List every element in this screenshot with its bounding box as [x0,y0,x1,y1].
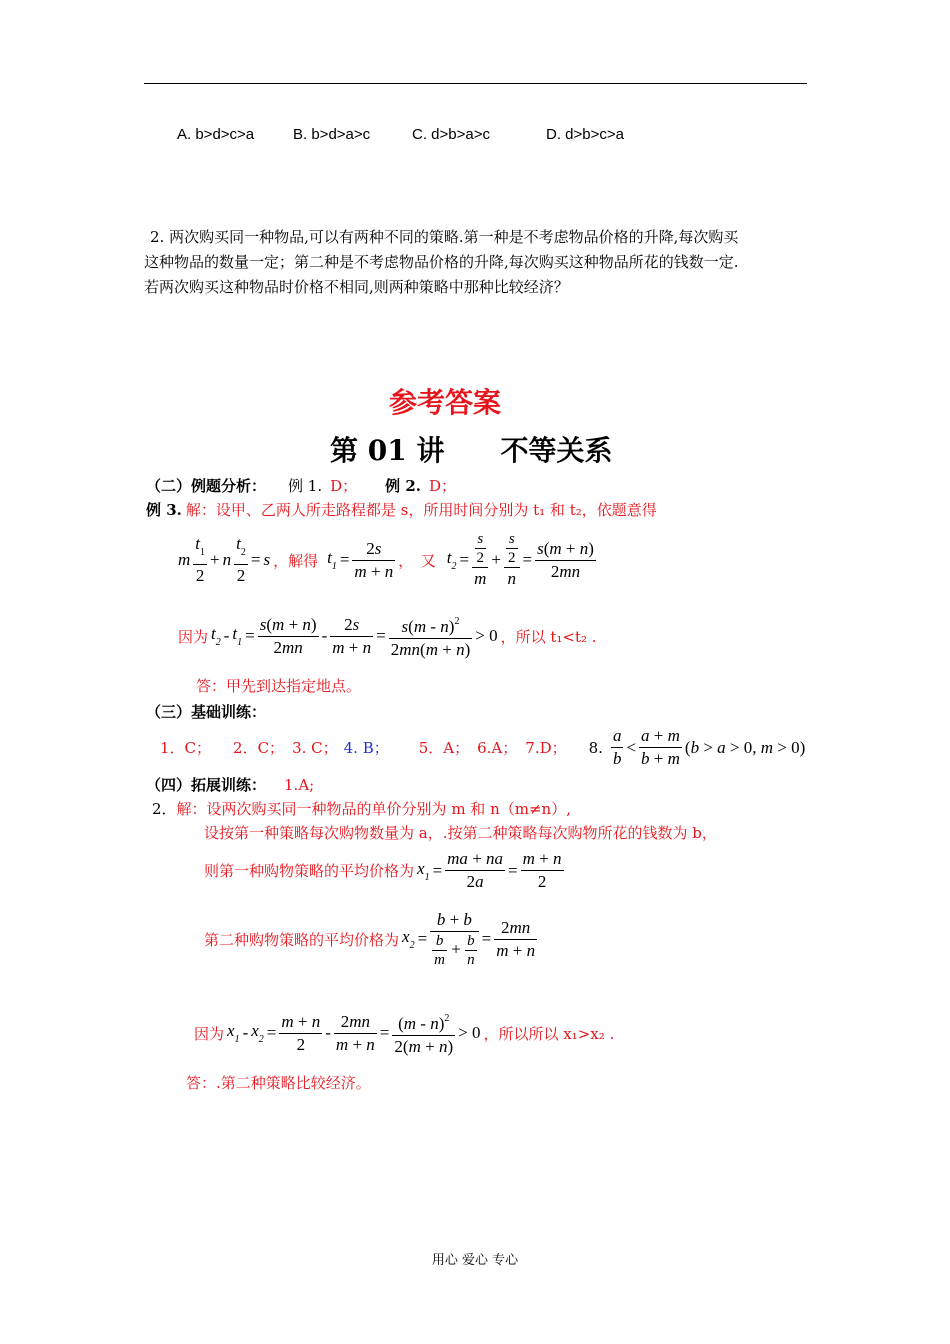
section-3-row [160,725,805,770]
top-rule [144,83,807,84]
option-b: B. b>d>a>c [293,126,371,143]
ex1-answer: D； [330,477,358,495]
basic-7: 7.D； [525,739,567,757]
option-c: C. d>b>a>c [412,126,490,143]
basic-2: 2．C； [233,739,285,757]
option-a: A. b>d>c>a [177,126,255,143]
q2-line2: 这种物品的数量一定；第二种是不考虑物品价格的升降,每次购买这种物品所花的钱数一定. [144,253,739,271]
again-word: ， 又 [398,551,436,570]
basic-5: 5．A； [418,739,470,757]
ex3-formula-1: m $\frac{t_1}{2}$ + n $\frac{t_2}{2}$ = s ，解得 $t_1$ = $\frac{2s}{m + n}$ ， 又 $t_2$ = $\frac{\frac{s}{2}}{m}$ + $\frac{\frac{s}{2}}{n}$ = $\frac{s(m + n)}{2mn}$ [178,531,594,588]
so-2: ，所以所以 x₁>x₂ . [483,1024,615,1043]
basic-4: 4. B； [343,739,389,757]
ex1-label: 例 1. [288,477,323,495]
ex3-text: 解：设甲、乙两人所走路程都是 s，所用时间分别为 t₁ 和 t₂，依题意得 [185,501,657,519]
basic-8-formula: $\frac{a}{b}$ < $\frac{a + m}{b + m}$ (b > a > 0, m > 0) [612,726,806,768]
section-3-label: （三）基础训练： [146,703,267,721]
ex2-label: 例 2. [385,477,422,495]
q2-line1: 2. 两次购买同一种物品,可以有两种不同的策略.第一种是不考虑物品价格的升降,每次购买 [150,228,739,246]
ex2-answer: D； [429,477,457,495]
ext-1: 1.A; [284,775,315,794]
ext-diff-formula: 因为 $x_1$ - $x_2$ = $\frac{m + n}{2}$ - $\frac{2mn}{m + n}$ = $\frac{(m - n)^2}{2(m + n)}$ > 0 ，所以所以 x₁>x₂ . [194,1008,614,1058]
avg1-formula: 则第一种购物策略的平均价格为 $x_1$ = $\frac{ma + na}{2a}$ = $\frac{m + n}{2}$ [204,849,562,891]
ext-2-row [152,798,571,819]
ex3-row [146,499,657,520]
because-2: 因为 [194,1024,225,1043]
so-1: ，所以 t₁<t₂ . [500,627,597,646]
section-4-label: （四）拓展训练： [146,776,267,794]
basic-1: 1．C； [160,739,212,757]
ex3-label: 例 3. [146,501,182,519]
section-2-label: （二）例题分析： [146,477,267,495]
avg2-formula: 第二种购物策略的平均价格为 $x_2$ = b + b $\frac{b}{m}$ + $\frac{b}{n}$ = $\frac{2mn}{m + n}$ [204,910,536,968]
q2-line3: 若两次购买这种物品时价格不相同,则两种策略中那种比较经济？ [144,278,569,296]
basic-8-label: 8. [588,738,603,757]
avg2-text: 第二种购物策略的平均价格为 [204,930,400,949]
answer-heading: 参考答案 [388,386,501,419]
ex3-answer: 答：甲先到达指定地点。 [196,677,362,695]
basic-3: 3. C； [292,739,338,757]
ext-2-line1: 解：设两次购买同一种物品的单价分别为 m 和 n（m≠n）, [176,800,571,818]
solve-word: ，解得 [273,551,319,570]
ext-2-line2: 设按第一种策略每次购物数量为 a，.按第二种策略每次购物所花的钱数为 b， [204,824,717,842]
because-1: 因为 [178,627,209,646]
ext-answer: 答：.第二种策略比较经济。 [186,1074,371,1092]
footer: 用心 爱心 专心 [431,1253,519,1268]
avg1-text: 则第一种购物策略的平均价格为 [204,862,415,880]
section-4-row [146,774,314,795]
ex3-formula-2: 因为 $t_2$ - $t_1$ = $\frac{s(m + n)}{2mn}$ - $\frac{2s}{m + n}$ = $\frac{s(m - n)^2}{2mn(m + n)}$ > 0 ，所以 t₁<t₂ . [178,611,597,661]
ext-2-num: 2． [152,800,177,818]
section-2-row [146,475,456,496]
basic-6: 6.A； [477,739,518,757]
lecture-title: 第 01 讲 不等关系 [330,434,613,467]
option-d: D. d>b>c>a [546,126,624,143]
